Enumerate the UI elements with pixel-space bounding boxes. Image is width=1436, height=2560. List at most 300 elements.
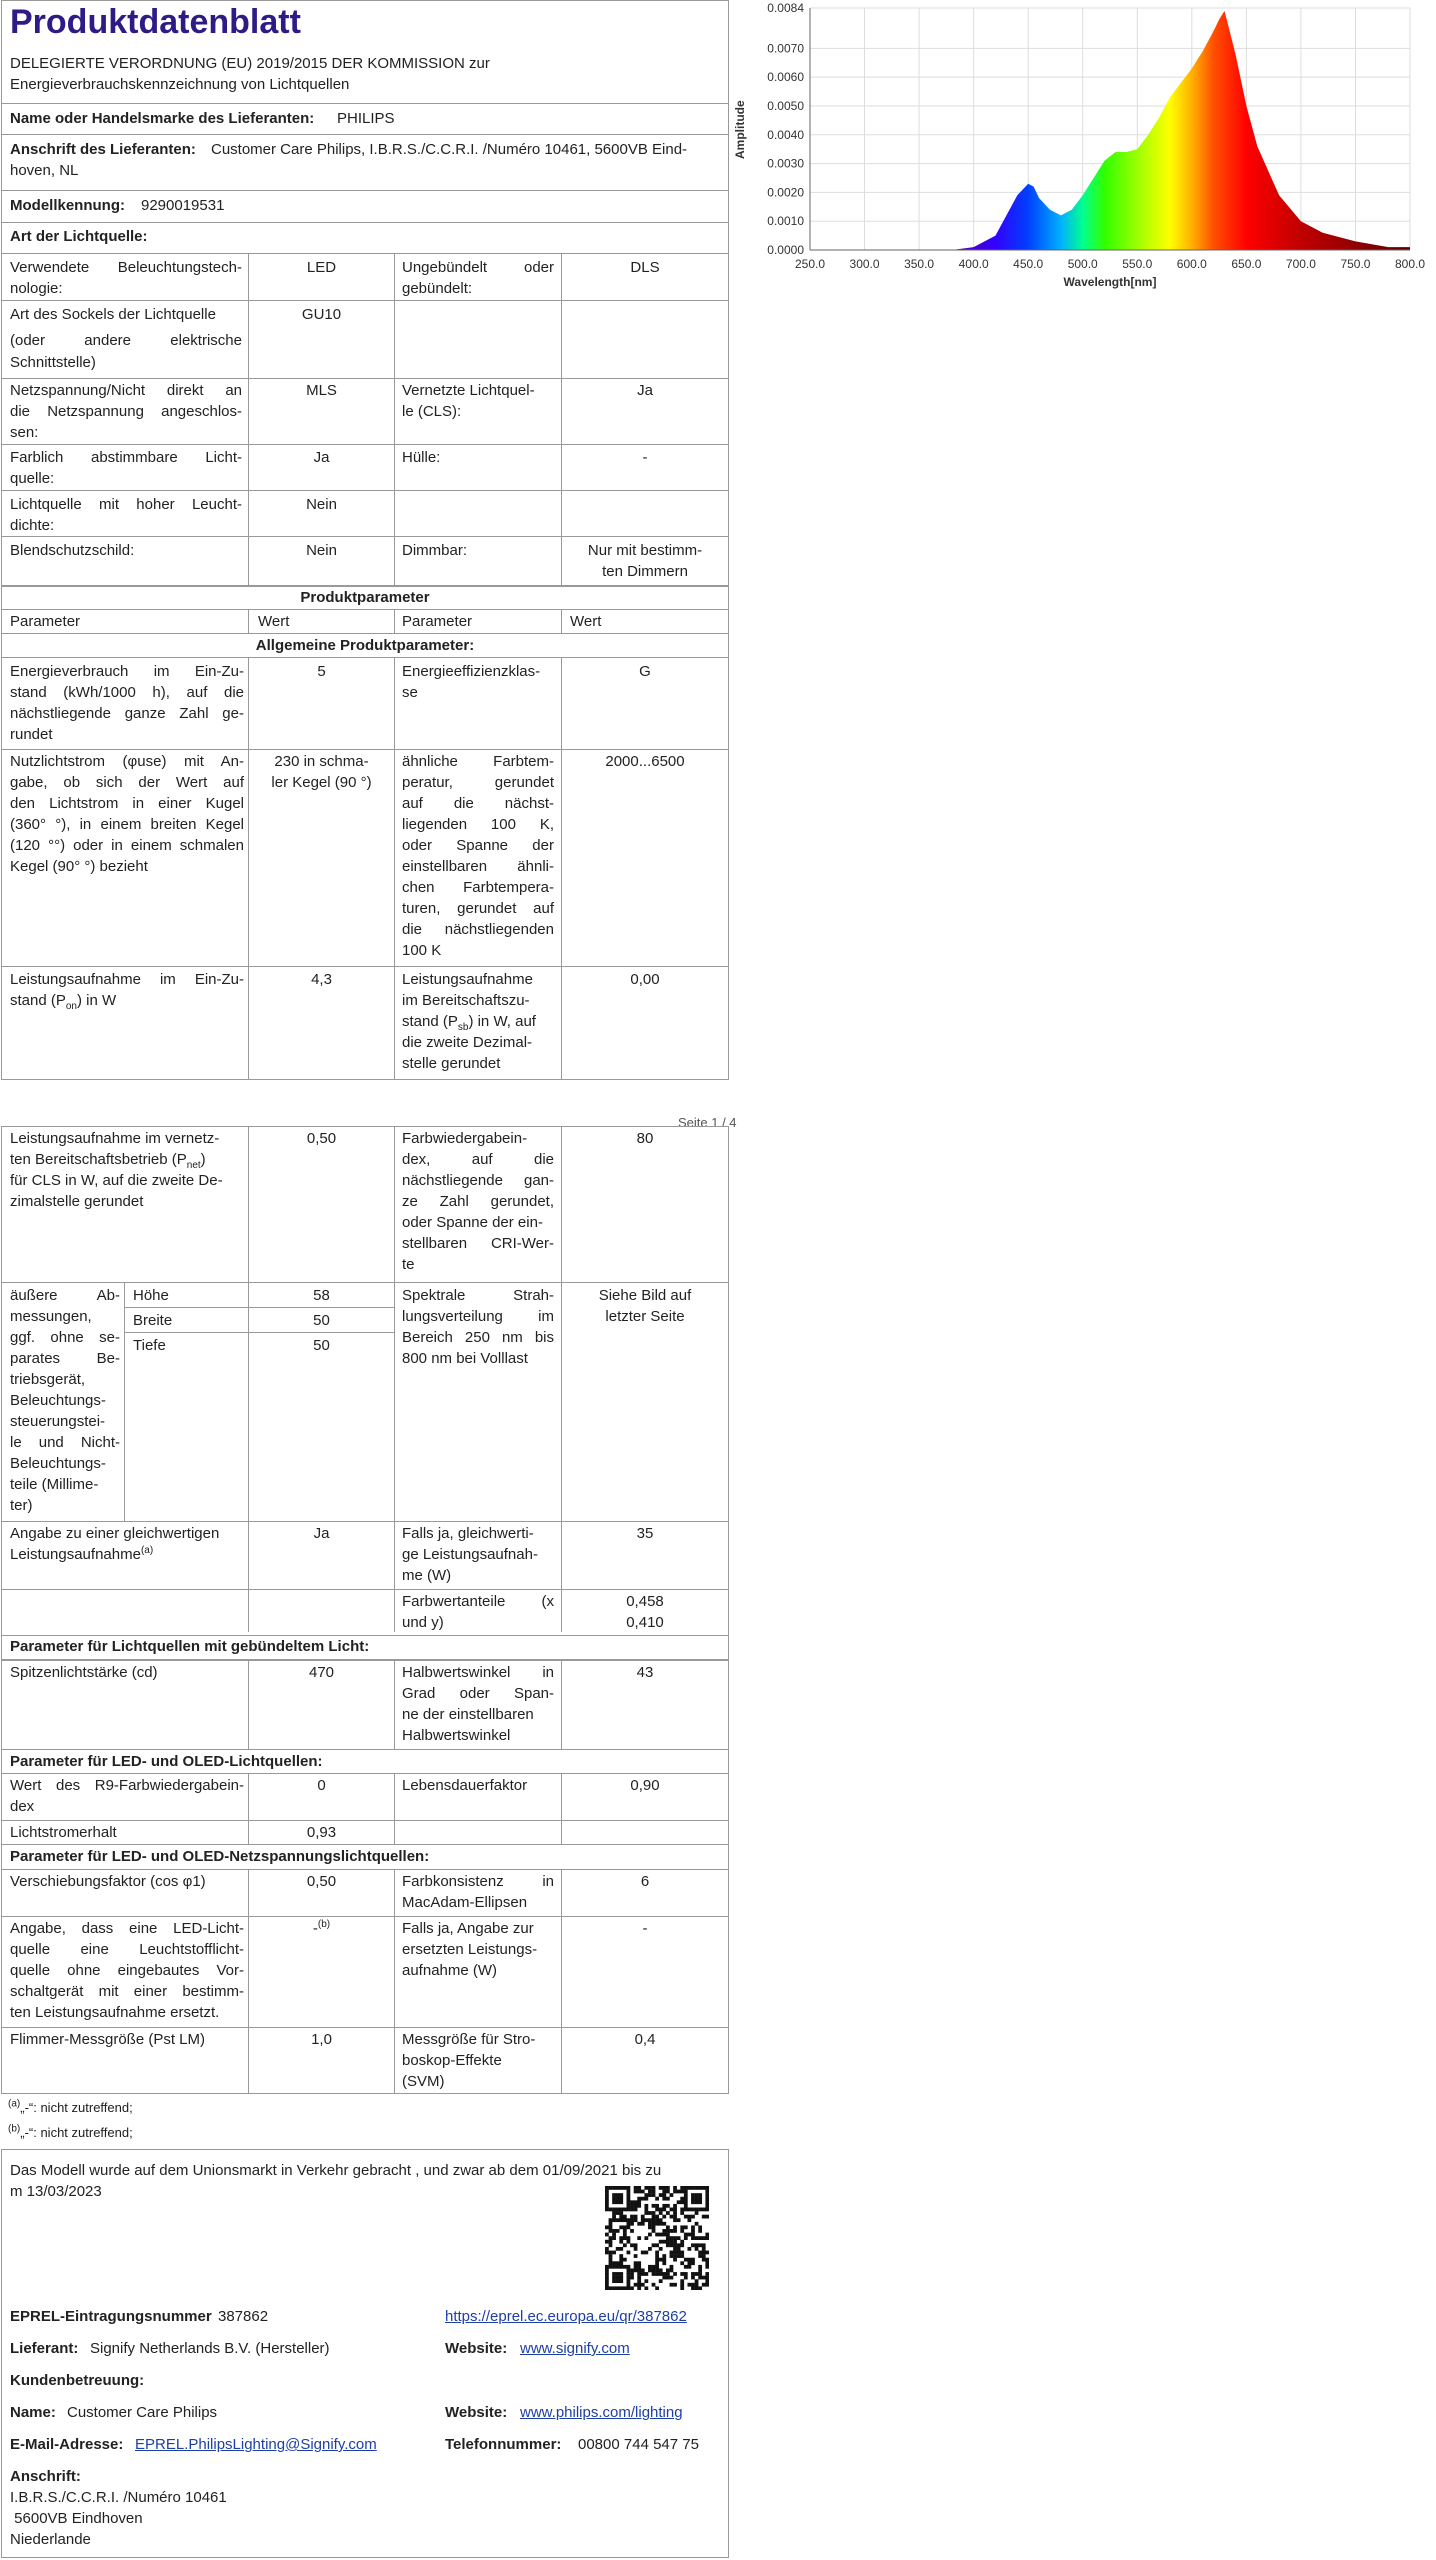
qr-module bbox=[695, 2286, 699, 2290]
phone-value: 00800 744 547 75 bbox=[578, 2436, 699, 2453]
qr-module bbox=[616, 2279, 620, 2283]
cell-text: Blendschutzschild: bbox=[10, 542, 135, 559]
qr-module bbox=[673, 2208, 677, 2212]
cell-text: le (CLS): bbox=[402, 403, 462, 420]
cell-text: triebsgerät, bbox=[10, 1371, 86, 1388]
led-mains-heading: Parameter für LED- und OLED-Netzspannungslichtquellen: bbox=[10, 1848, 430, 1865]
qr-module bbox=[627, 2283, 631, 2287]
qr-module bbox=[695, 2279, 699, 2283]
qr-module bbox=[662, 2204, 666, 2208]
address-label: Anschrift: bbox=[10, 2468, 81, 2485]
qr-module bbox=[705, 2276, 709, 2280]
qr-module bbox=[605, 2208, 609, 2212]
equiv-r-label-3: me (W) bbox=[402, 1567, 452, 1584]
qr-module bbox=[623, 2243, 627, 2247]
qr-module bbox=[695, 2272, 699, 2276]
qr-module bbox=[680, 2190, 684, 2194]
qr-module bbox=[655, 2265, 659, 2269]
superscript: (a) bbox=[140, 1545, 154, 1556]
qr-module bbox=[691, 2272, 695, 2276]
qr-module bbox=[698, 2186, 702, 2190]
qr-module bbox=[630, 2218, 634, 2222]
qr-module bbox=[644, 2208, 648, 2212]
cell-text: stelle gerundet bbox=[402, 1055, 501, 1072]
qr-module bbox=[673, 2254, 677, 2258]
qr-module bbox=[705, 2272, 709, 2276]
height-label: Höhe bbox=[133, 1287, 169, 1304]
qr-module bbox=[698, 2197, 702, 2201]
qr-module bbox=[691, 2215, 695, 2219]
cell-text: Kegel (90° °) bezieht bbox=[10, 858, 148, 875]
qr-module bbox=[652, 2193, 656, 2197]
product-parameters-heading: Produktparameter bbox=[300, 589, 430, 606]
qr-module bbox=[705, 2193, 709, 2197]
qr-module bbox=[627, 2186, 631, 2190]
qr-module bbox=[662, 2240, 666, 2244]
qr-module bbox=[652, 2215, 656, 2219]
qr-module bbox=[648, 2190, 652, 2194]
qr-module bbox=[634, 2190, 638, 2194]
qr-module bbox=[698, 2229, 702, 2233]
qr-module bbox=[630, 2215, 634, 2219]
text: ) in W bbox=[77, 992, 117, 1009]
qr-module bbox=[655, 2208, 659, 2212]
cell-text: einstellbaren ähnli- bbox=[402, 858, 554, 875]
r9-label-2: dex bbox=[10, 1798, 35, 1815]
cell-text: Art des Sockels der Lichtquelle bbox=[10, 306, 216, 323]
qr-module bbox=[673, 2258, 677, 2262]
cell-text: turen, gerundet auf bbox=[402, 900, 554, 917]
supplier-value: Signify Netherlands B.V. (Hersteller) bbox=[90, 2340, 330, 2357]
email-link[interactable]: EPREL.PhilipsLighting@Signify.com bbox=[135, 2436, 377, 2453]
qr-module bbox=[702, 2186, 706, 2190]
chroma-label-1: Farbwertanteile (x bbox=[402, 1593, 554, 1610]
text: „-“: nicht zutreffend; bbox=[20, 2125, 133, 2140]
qr-module bbox=[619, 2258, 623, 2262]
qr-module bbox=[605, 2197, 609, 2201]
qr-module bbox=[677, 2247, 681, 2251]
qr-module bbox=[698, 2286, 702, 2290]
x-tick-label: 650.0 bbox=[1231, 257, 1262, 271]
qr-module bbox=[641, 2268, 645, 2272]
qr-module bbox=[619, 2286, 623, 2290]
qr-module bbox=[652, 2225, 656, 2229]
qr-module bbox=[652, 2190, 656, 2194]
svm-label-3: (SVM) bbox=[402, 2073, 445, 2090]
qr-module bbox=[687, 2233, 691, 2237]
spectrum-chart bbox=[730, 0, 1436, 300]
qr-module bbox=[612, 2218, 616, 2222]
qr-module bbox=[655, 2204, 659, 2208]
qr-module bbox=[655, 2233, 659, 2237]
macadam-value: 6 bbox=[640, 1873, 650, 1890]
general-parameters-heading: Allgemeine Produktparameter: bbox=[255, 637, 475, 654]
qr-module bbox=[677, 2218, 681, 2222]
qr-module bbox=[698, 2236, 702, 2240]
qr-module bbox=[630, 2200, 634, 2204]
subscript: sb bbox=[457, 1022, 469, 1033]
qr-module bbox=[605, 2225, 609, 2229]
qr-module bbox=[644, 2236, 648, 2240]
qr-module bbox=[619, 2197, 623, 2201]
qr-module bbox=[666, 2268, 670, 2272]
qr-module bbox=[680, 2208, 684, 2212]
qr-module bbox=[619, 2247, 623, 2251]
website-link-philips[interactable]: www.philips.com/lighting bbox=[520, 2404, 683, 2421]
qr-module bbox=[627, 2236, 631, 2240]
qr-module bbox=[605, 2186, 609, 2190]
height-value: 58 bbox=[313, 1287, 330, 1304]
qr-module bbox=[634, 2208, 638, 2212]
cell-text: äußere Ab- bbox=[10, 1287, 120, 1304]
x-tick-label: 550.0 bbox=[1122, 257, 1153, 271]
text: ) in W, auf bbox=[468, 1013, 536, 1030]
qr-module bbox=[691, 2208, 695, 2212]
y-axis-label: Amplitude bbox=[733, 100, 747, 159]
qr-module bbox=[605, 2233, 609, 2237]
qr-module bbox=[655, 2215, 659, 2219]
qr-module bbox=[673, 2211, 677, 2215]
qr-module bbox=[691, 2283, 695, 2287]
cell-value: ten Dimmern bbox=[602, 563, 688, 580]
qr-module bbox=[691, 2197, 695, 2201]
cell-value: Ja bbox=[313, 449, 330, 466]
cell-text: quelle eine Leuchtstofflicht- bbox=[10, 1941, 244, 1958]
name-value: Customer Care Philips bbox=[67, 2404, 218, 2421]
qr-module bbox=[687, 2186, 691, 2190]
qr-module bbox=[698, 2200, 702, 2204]
qr-module bbox=[684, 2276, 688, 2280]
qr-module bbox=[623, 2225, 627, 2229]
qr-module bbox=[655, 2272, 659, 2276]
qr-module bbox=[627, 2200, 631, 2204]
qr-module bbox=[691, 2200, 695, 2204]
page-title: Produktdatenblatt bbox=[10, 3, 301, 41]
y-tick-label: 0.0030 bbox=[767, 156, 804, 171]
qr-module bbox=[666, 2190, 670, 2194]
name-label: Name: bbox=[10, 2404, 56, 2421]
cell-text: schaltgerät mit einer bestimm- bbox=[10, 1983, 244, 2000]
cell-value: Nein bbox=[306, 496, 337, 513]
qr-module bbox=[623, 2286, 627, 2290]
cell-text: dex, auf die bbox=[402, 1151, 554, 1168]
subscript: net bbox=[186, 1160, 201, 1171]
cell-text: parates Be- bbox=[10, 1350, 120, 1367]
qr-module bbox=[670, 2268, 674, 2272]
eprel-link[interactable]: https://eprel.ec.europa.eu/qr/387862 bbox=[445, 2308, 687, 2325]
cell-text: rundet bbox=[10, 726, 53, 743]
qr-module bbox=[670, 2276, 674, 2280]
cell-value: - bbox=[642, 449, 648, 466]
qr-module bbox=[695, 2197, 699, 2201]
qr-module bbox=[609, 2258, 613, 2262]
x-tick-label: 500.0 bbox=[1067, 257, 1098, 271]
qr-module bbox=[612, 2211, 616, 2215]
qr-module bbox=[641, 2197, 645, 2201]
qr-module bbox=[662, 2229, 666, 2233]
qr-module bbox=[634, 2265, 638, 2269]
qr-module bbox=[673, 2218, 677, 2222]
qr-module bbox=[612, 2229, 616, 2233]
qr-module bbox=[627, 2240, 631, 2244]
replace-r-value: - bbox=[642, 1920, 648, 1937]
qr-module bbox=[666, 2197, 670, 2201]
spd-value-1: Siehe Bild auf bbox=[598, 1287, 692, 1304]
qr-module bbox=[641, 2215, 645, 2219]
cell-value: GU10 bbox=[301, 306, 342, 323]
qr-module bbox=[659, 2272, 663, 2276]
qr-module bbox=[644, 2218, 648, 2222]
qr-module bbox=[612, 2215, 616, 2219]
qr-module bbox=[687, 2208, 691, 2212]
qr-module bbox=[637, 2265, 641, 2269]
qr-module bbox=[652, 2243, 656, 2247]
cell-text: die zweite Dezimal- bbox=[402, 1034, 533, 1051]
qr-module bbox=[684, 2186, 688, 2190]
spectrum-svg bbox=[730, 0, 1436, 300]
qr-module bbox=[652, 2186, 656, 2190]
qr-module bbox=[648, 2222, 652, 2226]
cell-text: Schnittstelle) bbox=[10, 354, 96, 371]
qr-module bbox=[687, 2218, 691, 2222]
footnote-a bbox=[8, 2097, 133, 2118]
cell-text: die Netzspannung angeschlos- bbox=[10, 403, 242, 420]
pnet-label-4: zimalstelle gerundet bbox=[10, 1193, 144, 1210]
qr-module bbox=[680, 2279, 684, 2283]
website-link-signify[interactable]: www.signify.com bbox=[520, 2340, 630, 2357]
column-header-parameter-2: Parameter bbox=[402, 613, 473, 630]
qr-module bbox=[616, 2265, 620, 2269]
qr-module bbox=[605, 2268, 609, 2272]
cell-text: ten Leistungsaufnahme ersetzt. bbox=[10, 2004, 220, 2021]
y-tick-label: 0.0050 bbox=[767, 98, 804, 113]
qr-module bbox=[705, 2215, 709, 2219]
qr-module bbox=[609, 2225, 613, 2229]
qr-module bbox=[677, 2200, 681, 2204]
cell-text: die nächstliegenden bbox=[402, 921, 554, 938]
qr-module bbox=[612, 2200, 616, 2204]
address-line-2: 5600VB Eindhoven bbox=[10, 2510, 143, 2527]
qr-module bbox=[609, 2251, 613, 2255]
cell-text: ähnliche Farbtem- bbox=[402, 753, 554, 770]
y-tick-label: 0.0000 bbox=[767, 243, 804, 257]
r9-value: 0 bbox=[317, 1777, 326, 1794]
qr-module bbox=[616, 2272, 620, 2276]
qr-module bbox=[691, 2229, 695, 2233]
qr-module bbox=[609, 2254, 613, 2258]
qr-module bbox=[634, 2268, 638, 2272]
cell-text: nächstliegende gan- bbox=[402, 1172, 554, 1189]
qr-module bbox=[627, 2225, 631, 2229]
qr-module bbox=[619, 2254, 623, 2258]
cell-value: Ja bbox=[637, 382, 653, 399]
qr-module bbox=[644, 2197, 648, 2201]
y-tick-label: 0.0084 bbox=[767, 1, 804, 15]
website-label-2: Website: bbox=[445, 2404, 508, 2421]
qr-module bbox=[652, 2265, 656, 2269]
qr-module bbox=[687, 2258, 691, 2262]
qr-module bbox=[652, 2283, 656, 2287]
qr-module bbox=[680, 2251, 684, 2255]
qr-module bbox=[695, 2208, 699, 2212]
supplier-name: PHILIPS bbox=[337, 110, 395, 127]
qr-module bbox=[691, 2261, 695, 2265]
text: Leistungsaufnahme bbox=[10, 1546, 141, 1563]
qr-module bbox=[673, 2240, 677, 2244]
cell-text: ggf. ohne se- bbox=[10, 1329, 120, 1346]
qr-module bbox=[677, 2254, 681, 2258]
cell-text: quelle: bbox=[10, 470, 55, 487]
qr-module bbox=[705, 2283, 709, 2287]
qr-module bbox=[612, 2208, 616, 2212]
qr-module bbox=[670, 2254, 674, 2258]
regulation-line-1: DELEGIERTE VERORDNUNG (EU) 2019/2015 DER KOMMISSION zur bbox=[10, 55, 490, 72]
svm-value: 0,4 bbox=[634, 2031, 656, 2048]
qr-module bbox=[634, 2243, 638, 2247]
cell-text: te bbox=[402, 1256, 415, 1273]
qr-module bbox=[666, 2243, 670, 2247]
cell-text bbox=[402, 1011, 554, 1032]
qr-module bbox=[687, 2283, 691, 2287]
qr-module bbox=[705, 2233, 709, 2237]
chroma-x-value: 0,458 bbox=[626, 1593, 664, 1610]
qr-module bbox=[627, 2190, 631, 2194]
qr-module bbox=[630, 2268, 634, 2272]
qr-module bbox=[652, 2211, 656, 2215]
qr-module bbox=[659, 2193, 663, 2197]
qr-module bbox=[684, 2197, 688, 2201]
qr-module bbox=[616, 2193, 620, 2197]
market-text-1: Das Modell wurde auf dem Unionsmarkt in Verkehr gebracht , und zwar ab dem 01/09/2021 bis zu bbox=[10, 2162, 662, 2179]
column-header-value: Wert bbox=[258, 613, 290, 630]
qr-module bbox=[684, 2225, 688, 2229]
qr-module bbox=[705, 2265, 709, 2269]
cell-text: messungen, bbox=[10, 1308, 92, 1325]
qr-module bbox=[609, 2240, 613, 2244]
qr-module bbox=[605, 2283, 609, 2287]
qr-module bbox=[648, 2186, 652, 2190]
pon-value: 4,3 bbox=[311, 971, 332, 988]
qr-module bbox=[644, 2272, 648, 2276]
cell-text: steuerungstei- bbox=[10, 1413, 106, 1430]
qr-module bbox=[605, 2200, 609, 2204]
qr-module bbox=[659, 2279, 663, 2283]
cell-value: LED bbox=[306, 259, 337, 276]
qr-module bbox=[627, 2279, 631, 2283]
cell-text: ze Zahl gerundet, bbox=[402, 1193, 554, 1210]
qr-module bbox=[673, 2186, 677, 2190]
qr-module bbox=[619, 2272, 623, 2276]
qr-module bbox=[627, 2268, 631, 2272]
qr-module bbox=[619, 2211, 623, 2215]
qr-module bbox=[655, 2218, 659, 2222]
qr-module bbox=[644, 2279, 648, 2283]
qr-module bbox=[662, 2186, 666, 2190]
column-header-parameter: Parameter bbox=[10, 613, 81, 630]
peak-intensity-value: 470 bbox=[308, 1664, 335, 1681]
qr-module bbox=[684, 2272, 688, 2276]
qr-module bbox=[609, 2208, 613, 2212]
equiv-r-label-1: Falls ja, gleichwerti- bbox=[402, 1525, 534, 1542]
pnet-label-3: für CLS in W, auf die zweite De- bbox=[10, 1172, 223, 1189]
x-tick-label: 250.0 bbox=[794, 257, 826, 271]
cell-text: gebündelt: bbox=[402, 280, 473, 297]
qr-module bbox=[673, 2283, 677, 2287]
qr-module bbox=[695, 2193, 699, 2197]
qr-module bbox=[616, 2247, 620, 2251]
cell-text: Vernetzte Lichtquel- bbox=[402, 382, 535, 399]
qr-module bbox=[687, 2265, 691, 2269]
qr-module bbox=[655, 2251, 659, 2255]
cell-text: peratur, gerundet bbox=[402, 774, 554, 791]
qr-module bbox=[702, 2236, 706, 2240]
cell-text: Ungebündelt oder bbox=[402, 259, 554, 276]
qr-module bbox=[684, 2258, 688, 2262]
qr-module bbox=[627, 2193, 631, 2197]
qr-module bbox=[702, 2247, 706, 2251]
qr-module bbox=[612, 2272, 616, 2276]
qr-module bbox=[637, 2268, 641, 2272]
qr-module bbox=[644, 2211, 648, 2215]
email-label: E-Mail-Adresse: bbox=[10, 2436, 124, 2453]
qr-module bbox=[659, 2208, 663, 2212]
cell-text: Lichtquelle mit hoher Leucht- bbox=[10, 496, 242, 513]
chroma-label-2: und y) bbox=[402, 1614, 444, 1631]
qr-module bbox=[616, 2218, 620, 2222]
qr-module bbox=[605, 2204, 609, 2208]
qr-module bbox=[673, 2272, 677, 2276]
qr-module bbox=[662, 2197, 666, 2201]
energy-class-label-2: se bbox=[402, 684, 418, 701]
qr-module bbox=[634, 2200, 638, 2204]
qr-module bbox=[605, 2193, 609, 2197]
cell-text: Netzspannung/Nicht direkt an bbox=[10, 382, 242, 399]
qr-module bbox=[609, 2222, 613, 2226]
cell-text: (120 °°) oder in einem schmalen bbox=[10, 837, 244, 854]
qr-module bbox=[691, 2193, 695, 2197]
qr-module bbox=[644, 2193, 648, 2197]
cell-text: Spektrale Strah- bbox=[402, 1287, 554, 1304]
qr-module bbox=[662, 2190, 666, 2194]
qr-module bbox=[637, 2236, 641, 2240]
qr-module bbox=[648, 2218, 652, 2222]
qr-module bbox=[637, 2261, 641, 2265]
qr-module bbox=[680, 2286, 684, 2290]
cell-text: lungsverteilung im bbox=[402, 1308, 554, 1325]
cell-text: nächstliegende ganze Zahl ge- bbox=[10, 705, 244, 722]
qr-module bbox=[637, 2190, 641, 2194]
qr-module bbox=[630, 2229, 634, 2233]
qr-module bbox=[705, 2208, 709, 2212]
qr-module bbox=[687, 2247, 691, 2251]
qr-module bbox=[644, 2204, 648, 2208]
qr-module bbox=[666, 2225, 670, 2229]
cell-text: Nutzlichtstrom (φuse) mit An- bbox=[10, 753, 244, 770]
qr-module bbox=[612, 2265, 616, 2269]
qr-module bbox=[619, 2193, 623, 2197]
qr-module bbox=[655, 2243, 659, 2247]
qr-module bbox=[705, 2186, 709, 2190]
qr-module bbox=[609, 2286, 613, 2290]
qr-module bbox=[670, 2240, 674, 2244]
qr-module bbox=[698, 2225, 702, 2229]
qr-module bbox=[670, 2236, 674, 2240]
qr-module bbox=[705, 2204, 709, 2208]
cell-value: Nein bbox=[306, 542, 337, 559]
qr-module bbox=[705, 2279, 709, 2283]
qr-module bbox=[666, 2276, 670, 2280]
pon-label-2 bbox=[10, 990, 116, 1011]
